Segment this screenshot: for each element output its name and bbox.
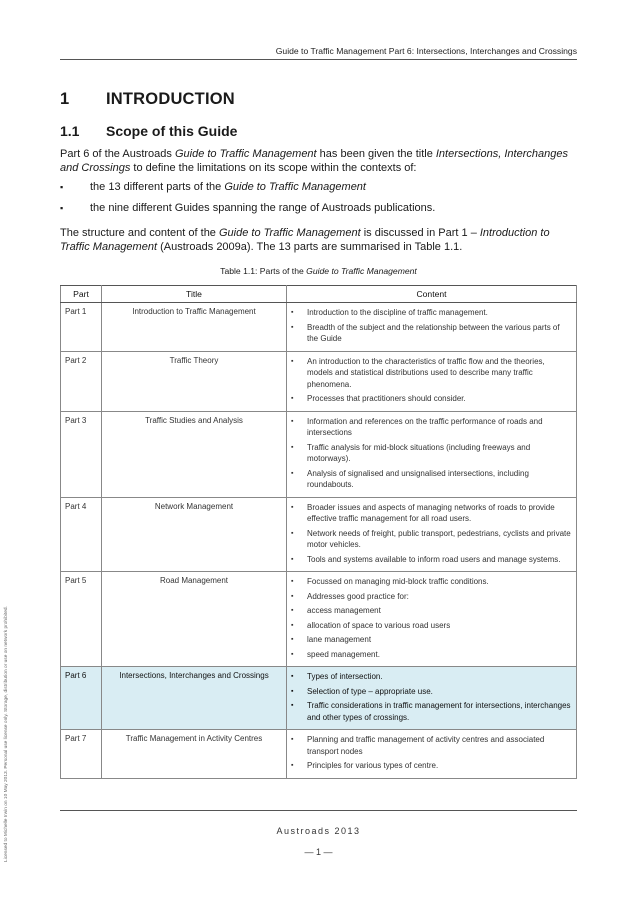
content-list	[291, 416, 572, 491]
content-text: Analysis of signalised and unsignalised intersections, including roundabouts.	[307, 468, 529, 489]
content-text: Traffic considerations in traffic management for intersections, interchanges and other types of crossings.	[307, 701, 571, 722]
content-list	[291, 307, 572, 345]
content-list	[291, 356, 572, 405]
bullet-icon: ▪	[291, 650, 294, 658]
content-text: Types of intersection.	[307, 672, 383, 681]
content-list-item	[291, 686, 572, 698]
intro-paragraph	[60, 147, 577, 175]
structure-paragraph	[60, 226, 577, 254]
table-header-row	[61, 286, 577, 303]
content-list-item	[291, 591, 572, 603]
bullet-icon: ▪	[291, 762, 294, 769]
bullet-icon: ▪	[291, 592, 294, 600]
content-cell	[287, 667, 577, 730]
bullet-icon: ▪	[291, 323, 294, 331]
bullet-icon: ▪	[291, 309, 294, 316]
content-list-item	[291, 734, 572, 757]
section-heading	[60, 90, 235, 109]
guide-title-italic: Guide to Traffic Management	[174, 148, 317, 160]
part-cell: Part 7	[61, 730, 102, 779]
table-caption	[0, 266, 637, 276]
title-cell: Road Management	[102, 572, 287, 667]
running-header	[60, 46, 577, 60]
bullet-icon: ▪	[60, 203, 64, 213]
content-list-item	[291, 649, 572, 661]
bullet-icon: ▪	[291, 469, 294, 477]
content-list-item	[291, 605, 572, 617]
list-item	[60, 201, 577, 222]
table-body	[61, 303, 577, 779]
content-list	[291, 576, 572, 660]
content-text: Breadth of the subject and the relationship between the various parts of the Guide	[307, 322, 560, 343]
content-list-item	[291, 760, 572, 772]
text-run: is discussed in Part 1 –	[360, 227, 480, 239]
section-number: 1	[60, 90, 70, 108]
list-item	[60, 180, 577, 201]
bullet-icon: ▪	[291, 736, 294, 743]
part-cell: Part 1	[61, 303, 102, 352]
content-text: allocation of space to various road users	[307, 620, 451, 630]
subsection-heading	[60, 123, 237, 139]
content-list-item	[291, 322, 572, 345]
content-list-item	[291, 634, 572, 646]
content-list-item	[291, 554, 572, 566]
content-cell	[287, 351, 577, 411]
bullet-icon: ▪	[291, 529, 294, 537]
content-text: speed management.	[307, 649, 380, 659]
content-list-item	[291, 576, 572, 588]
column-header-content: Content	[287, 286, 577, 303]
bullet-icon: ▪	[291, 607, 294, 614]
bullet-icon: ▪	[291, 395, 294, 402]
table-row	[61, 497, 577, 572]
text-run: to define the limitations on its scope within the contexts of:	[130, 162, 417, 174]
part-cell: Part 6	[61, 667, 102, 730]
content-list	[291, 734, 572, 772]
content-text: Introduction to the discipline of traffic management.	[307, 308, 488, 317]
bullet-icon: ▪	[291, 503, 294, 511]
bullet-icon: ▪	[291, 687, 294, 695]
table-row	[61, 572, 577, 667]
bullet-icon: ▪	[291, 357, 294, 365]
title-cell: Network Management	[102, 497, 287, 572]
text-run: Part 6 of the Austroads	[60, 148, 175, 160]
text-run: The structure and content of the	[60, 227, 219, 239]
text-run: the nine different Guides spanning the range of Austroads publications.	[90, 202, 436, 214]
bullet-icon: ▪	[291, 621, 294, 629]
content-cell	[287, 730, 577, 779]
content-text: access management	[307, 606, 381, 615]
content-cell	[287, 411, 577, 497]
column-header-part: Part	[61, 286, 102, 303]
bullet-icon: ▪	[291, 555, 294, 563]
guide-title-italic: Guide to Traffic Management	[224, 181, 366, 193]
content-text: Principles for various types of centre.	[307, 761, 439, 770]
content-list-item	[291, 468, 572, 491]
caption-prefix: Table 1.1: Parts of the	[220, 266, 307, 276]
page-number: — 1 —	[304, 847, 333, 857]
content-list-item	[291, 442, 572, 465]
text-run: (Austroads 2009a). The 13 parts are summarised in Table 1.1.	[157, 241, 463, 253]
caption-italic: Guide to Traffic Management	[306, 266, 417, 276]
content-list-item	[291, 393, 572, 405]
content-list	[291, 502, 572, 566]
content-list-item	[291, 356, 572, 391]
text-run: the 13 different parts of the	[90, 181, 225, 193]
content-text: Information and references on the traffic performance of roads and intersections	[307, 416, 543, 437]
part-cell: Part 4	[61, 497, 102, 572]
part-cell: Part 5	[61, 572, 102, 667]
section-title: INTRODUCTION	[106, 90, 235, 108]
bullet-icon: ▪	[291, 417, 294, 425]
content-text: Broader issues and aspects of managing networks of roads to provide effective traffic management for all road users.	[307, 502, 555, 523]
content-list-item	[291, 671, 572, 683]
bullet-icon: ▪	[291, 578, 294, 585]
content-list-item	[291, 700, 572, 723]
bullet-icon: ▪	[291, 673, 294, 680]
content-text: Planning and traffic management of activity centres and associated transport nodes	[307, 735, 545, 756]
content-text: Selection of type – appropriate use.	[307, 686, 433, 696]
content-list-item	[291, 620, 572, 632]
table-row	[61, 303, 577, 352]
title-cell: Traffic Studies and Analysis	[102, 411, 287, 497]
content-list-item	[291, 502, 572, 525]
content-text: lane management	[307, 635, 372, 644]
title-cell: Introduction to Traffic Management	[102, 303, 287, 352]
column-header-title: Title	[102, 286, 287, 303]
title-cell: Traffic Theory	[102, 351, 287, 411]
subsection-number: 1.1	[60, 123, 80, 139]
content-cell	[287, 303, 577, 352]
footer-org: Austroads 2013	[276, 826, 361, 836]
bullet-icon: ▪	[291, 702, 294, 709]
content-text: Addresses good practice for:	[307, 591, 409, 601]
bullet-icon: ▪	[291, 636, 294, 643]
subsection-title: Scope of this Guide	[106, 123, 238, 139]
running-title: Guide to Traffic Management Part 6: Intersections, Interchanges and Crossings	[275, 46, 577, 56]
content-text: Processes that practitioners should consider.	[307, 394, 466, 403]
content-cell	[287, 497, 577, 572]
bullet-icon: ▪	[291, 443, 294, 451]
parts-table	[60, 285, 577, 779]
title-cell: Intersections, Interchanges and Crossings	[102, 667, 287, 730]
content-text: Traffic analysis for mid-block situations (including freeways and motorways).	[307, 442, 531, 463]
part1-title-italic: Introduction to Traffic Management	[60, 227, 550, 253]
table-row	[61, 730, 577, 779]
content-list-item	[291, 528, 572, 551]
text-run: has been given the title	[316, 148, 436, 160]
table-row	[61, 667, 577, 730]
content-list-item	[291, 416, 572, 439]
part-title-italic: Intersections, Interchanges and Crossings	[60, 148, 568, 174]
content-text: Network needs of freight, public transport, pedestrians, cyclists and private motor vehicles.	[307, 528, 571, 549]
content-list	[291, 671, 572, 723]
content-list-item	[291, 307, 572, 319]
footer-divider	[60, 810, 577, 811]
content-text: Focussed on managing mid-block traffic conditions.	[307, 577, 489, 586]
content-text: Tools and systems available to inform road users and manage systems.	[307, 554, 561, 564]
table-row	[61, 411, 577, 497]
license-margin-note: Licensed to Michelle Irwin on 10 May 2013. Personal use license only. Storage, distribution or use on network prohibited.	[4, 606, 9, 862]
bullet-icon: ▪	[60, 182, 64, 192]
content-text: An introduction to the characteristics of traffic flow and the theories, models and statistical distributions used to describe many traffic phenomena.	[307, 356, 545, 389]
part-cell: Part 2	[61, 351, 102, 411]
part-cell: Part 3	[61, 411, 102, 497]
table-row	[61, 351, 577, 411]
scope-bullet-list	[60, 180, 577, 222]
guide-title-italic: Guide to Traffic Management	[218, 227, 361, 239]
title-cell: Traffic Management in Activity Centres	[102, 730, 287, 779]
content-cell	[287, 572, 577, 667]
